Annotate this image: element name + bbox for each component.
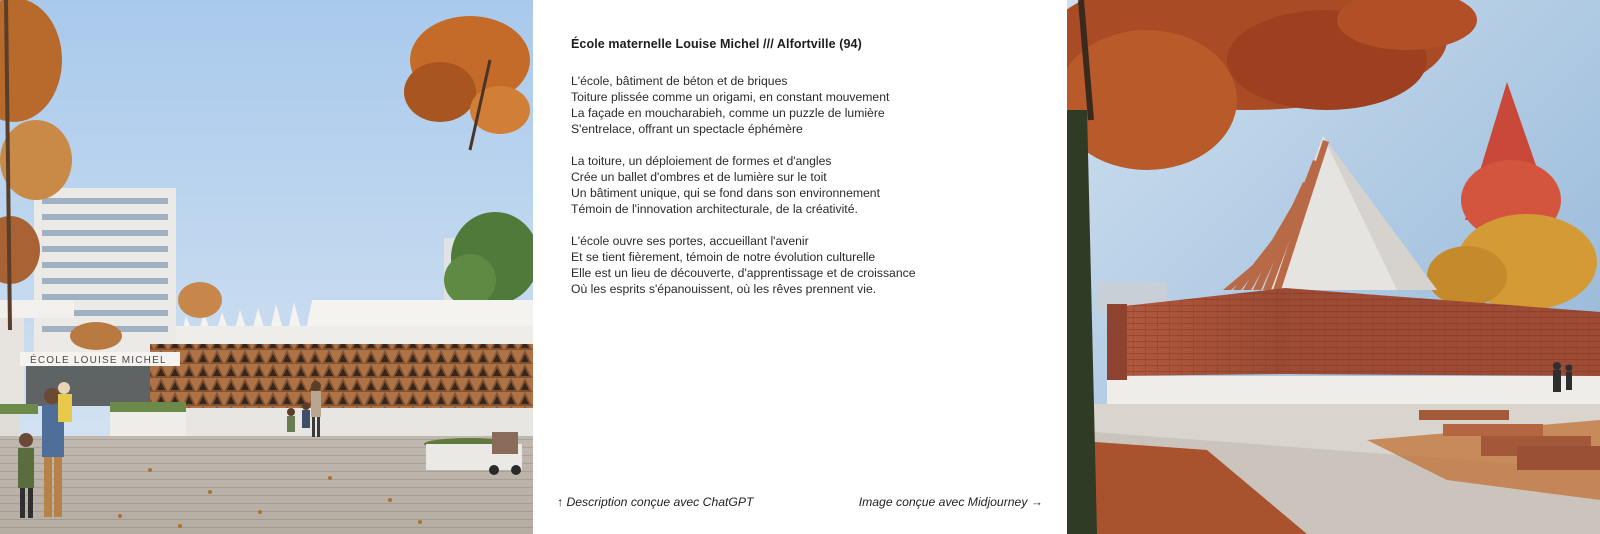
poem-line: Crée un ballet d'ombres et de lumière sur le toit [571, 170, 827, 184]
poem-line: Témoin de l'innovation architecturale, de la créativité. [571, 202, 858, 216]
poem-stanza-2 [571, 153, 1041, 217]
poem-line: L'école, bâtiment de béton et de briques [571, 74, 788, 88]
midjourney-render-image [1067, 0, 1600, 534]
poem-stanza-3 [571, 233, 1041, 297]
caption-midjourney: Image conçue avec Midjourney → [858, 495, 1043, 509]
poem-line: Elle est un lieu de découverte, d'apprentissage et de croissance [571, 266, 916, 280]
poem-line: Où les esprits s'épanouissent, où les rêves prennent vie. [571, 282, 877, 296]
text-panel [533, 0, 1067, 534]
poem-line: La façade en moucharabieh, comme un puzzle de lumière [571, 106, 885, 120]
project-title: École maternelle Louise Michel /// Alfortville (94) [571, 37, 862, 51]
poem-line: Toiture plissée comme un origami, en constant mouvement [571, 90, 890, 104]
poem-line: Et se tient fièrement, témoin de notre évolution culturelle [571, 250, 876, 264]
poem-line: Un bâtiment unique, qui se fond dans son environnement [571, 186, 880, 200]
school-render-image [0, 0, 533, 534]
poem-line: La toiture, un déploiement de formes et d'angles [571, 154, 832, 168]
poem [571, 73, 1041, 313]
school-sign-text: ÉCOLE LOUISE MICHEL [30, 355, 167, 366]
poem-line: L'école ouvre ses portes, accueillant l'avenir [571, 234, 809, 248]
caption-chatgpt: ↑ Description conçue avec ChatGPT [557, 495, 754, 509]
poem-stanza-1 [571, 73, 1041, 137]
poem-line: S'entrelace, offrant un spectacle éphémère [571, 122, 803, 136]
